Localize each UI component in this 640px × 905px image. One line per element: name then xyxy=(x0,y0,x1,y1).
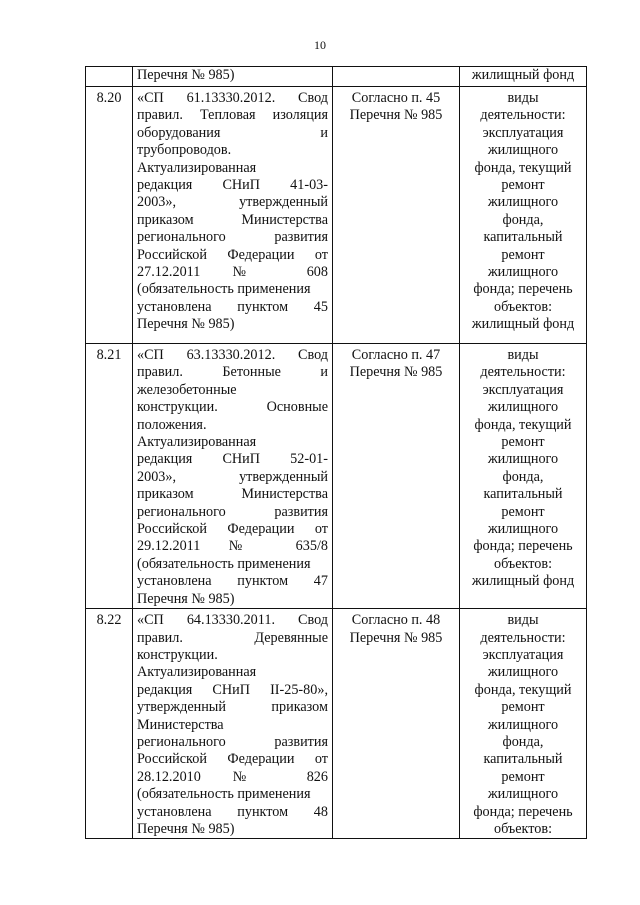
scope-line: фонда; перечень xyxy=(473,538,573,555)
document-title-line: 29.12.2011 № 635/8 xyxy=(137,538,328,555)
scope-line: объектов: xyxy=(493,555,553,572)
document-title-line: «СП 63.13330.2012. Свод xyxy=(137,347,328,363)
scope-line: капитальный xyxy=(483,229,563,246)
scope-line: жилищного xyxy=(487,716,559,733)
basis-note xyxy=(333,344,460,609)
standards-table xyxy=(85,66,587,839)
scope-line: деятельности: xyxy=(480,629,566,646)
scope-of-application xyxy=(460,67,587,87)
document-title-line: (обязательность применения xyxy=(137,555,311,572)
scope-line: фонда; перечень xyxy=(473,281,573,298)
scope-of-application xyxy=(460,87,587,344)
document-title-line: Российской Федерации от xyxy=(137,246,328,263)
document-title-line: приказом Министерства xyxy=(137,486,328,503)
scope-line: эксплуатация xyxy=(482,124,564,141)
basis-note-line: Перечня № 985 xyxy=(349,629,443,646)
document-title-line: 2003», утвержденный xyxy=(137,194,328,211)
document-title xyxy=(133,87,333,344)
scope-line: виды xyxy=(507,612,539,629)
scope-line: деятельности: xyxy=(480,107,566,124)
document-title-line: правил. Деревянные xyxy=(137,629,328,646)
document-title-line: Перечня № 985) xyxy=(137,590,235,607)
scope-line: жилищного xyxy=(487,399,559,416)
scope-line: фонда; перечень xyxy=(473,803,573,820)
scope-line: ремонт xyxy=(501,246,545,263)
basis-note-line: Перечня № 985 xyxy=(349,364,443,381)
document-title-line: утвержденный приказом xyxy=(137,699,328,716)
table-row xyxy=(86,87,587,344)
scope-line: ремонт xyxy=(501,434,545,451)
table-row xyxy=(86,67,587,87)
document-title-line: оборудования и xyxy=(137,124,328,141)
basis-note-line: Согласно п. 48 xyxy=(351,612,441,629)
document-title-line: Российской Федерации от xyxy=(137,751,328,768)
scope-line: фонда, текущий xyxy=(474,416,572,433)
document-title-line: Актуализированная xyxy=(137,159,257,176)
document-title-line: конструкции. Основные xyxy=(137,399,328,416)
scope-line: виды xyxy=(507,90,539,106)
document-title-line: Перечня № 985) xyxy=(137,820,235,837)
item-number: 8.22 xyxy=(86,609,133,839)
scope-line: фонда, xyxy=(502,211,544,228)
scope-line: жилищный фонд xyxy=(471,573,575,590)
scope-line: ремонт xyxy=(501,768,545,785)
document-title-line: регионального развития xyxy=(137,503,328,520)
document-title-line: «СП 64.13330.2011. Свод xyxy=(137,612,328,629)
basis-note xyxy=(333,609,460,839)
scope-of-application xyxy=(460,344,587,609)
document-title-line: Актуализированная xyxy=(137,434,257,451)
scope-line: объектов: xyxy=(493,298,553,315)
item-number xyxy=(86,67,133,87)
basis-note xyxy=(333,87,460,344)
scope-line: виды xyxy=(507,347,539,363)
document-title-line: редакция СНиП II-25-80», xyxy=(137,681,328,698)
scope-line: ремонт xyxy=(501,699,545,716)
scope-line: жилищный фонд xyxy=(471,316,575,333)
document-title-line: приказом Министерства xyxy=(137,211,328,228)
scope-line: жилищного xyxy=(487,194,559,211)
document-title-line: Перечня № 985) xyxy=(137,316,235,333)
scope-line: эксплуатация xyxy=(482,646,564,663)
document-title-line: «СП 61.13330.2012. Свод xyxy=(137,90,328,106)
scope-line: жилищного xyxy=(487,142,559,159)
document-title-line: Российской Федерации от xyxy=(137,521,328,538)
scope-line: эксплуатация xyxy=(482,381,564,398)
page-number: 10 xyxy=(314,38,326,52)
scope-line: фонда, xyxy=(502,468,544,485)
document-title-line: 28.12.2010 № 826 xyxy=(137,768,328,785)
item-number: 8.21 xyxy=(86,344,133,609)
basis-note-line: Согласно п. 47 xyxy=(351,347,441,363)
document-title-line: (обязательность применения xyxy=(137,281,311,298)
document-title-line: Министерства xyxy=(137,716,224,733)
scope-line: капитальный xyxy=(483,751,563,768)
scope-line: жилищного xyxy=(487,786,559,803)
item-number: 8.20 xyxy=(86,87,133,344)
scope-line: фонда, текущий xyxy=(474,159,572,176)
document-title-line: (обязательность применения xyxy=(137,786,311,803)
scope-line: деятельности: xyxy=(480,364,566,381)
basis-note-line: Перечня № 985 xyxy=(349,107,443,124)
document-title-line: редакция СНиП 41-03- xyxy=(137,177,328,194)
scope-line: жилищного xyxy=(487,521,559,538)
scope-line: капитальный xyxy=(483,486,563,503)
document-title xyxy=(133,609,333,839)
scope-of-application xyxy=(460,609,587,839)
document-title-line: Перечня № 985) xyxy=(137,67,235,83)
scope-line: фонда, xyxy=(502,733,544,750)
document-title-line: Актуализированная xyxy=(137,664,257,681)
document-title-line: положения. xyxy=(137,416,207,433)
scope-line: жилищный фонд xyxy=(471,67,575,83)
scope-line: фонда, текущий xyxy=(474,681,572,698)
document-title-line: железобетонные xyxy=(137,381,237,398)
scope-line: объектов: xyxy=(493,820,553,837)
document-title-line: 27.12.2011 № 608 xyxy=(137,264,328,281)
document-title-line: конструкции. xyxy=(137,646,218,663)
basis-note xyxy=(333,67,460,87)
document-title-line: регионального развития xyxy=(137,733,328,750)
document-title xyxy=(133,344,333,609)
document-title-line: редакция СНиП 52-01- xyxy=(137,451,328,468)
scope-line: ремонт xyxy=(501,503,545,520)
basis-note-line: Согласно п. 45 xyxy=(351,90,441,106)
scope-line: ремонт xyxy=(501,177,545,194)
document-title-line: регионального развития xyxy=(137,229,328,246)
document-title-line: установлена пунктом 47 xyxy=(137,573,328,590)
table-row xyxy=(86,344,587,609)
scope-line: жилищного xyxy=(487,264,559,281)
document-title-line: трубопроводов. xyxy=(137,142,232,159)
document-title-line: установлена пунктом 48 xyxy=(137,803,328,820)
scope-line: жилищного xyxy=(487,451,559,468)
document-title-line: установлена пунктом 45 xyxy=(137,298,328,315)
table-row xyxy=(86,609,587,839)
document-title-line: правил. Бетонные и xyxy=(137,364,328,381)
document-title xyxy=(133,67,333,87)
document-title-line: правил. Тепловая изоляция xyxy=(137,107,328,124)
scope-line: жилищного xyxy=(487,664,559,681)
document-title-line: 2003», утвержденный xyxy=(137,468,328,485)
